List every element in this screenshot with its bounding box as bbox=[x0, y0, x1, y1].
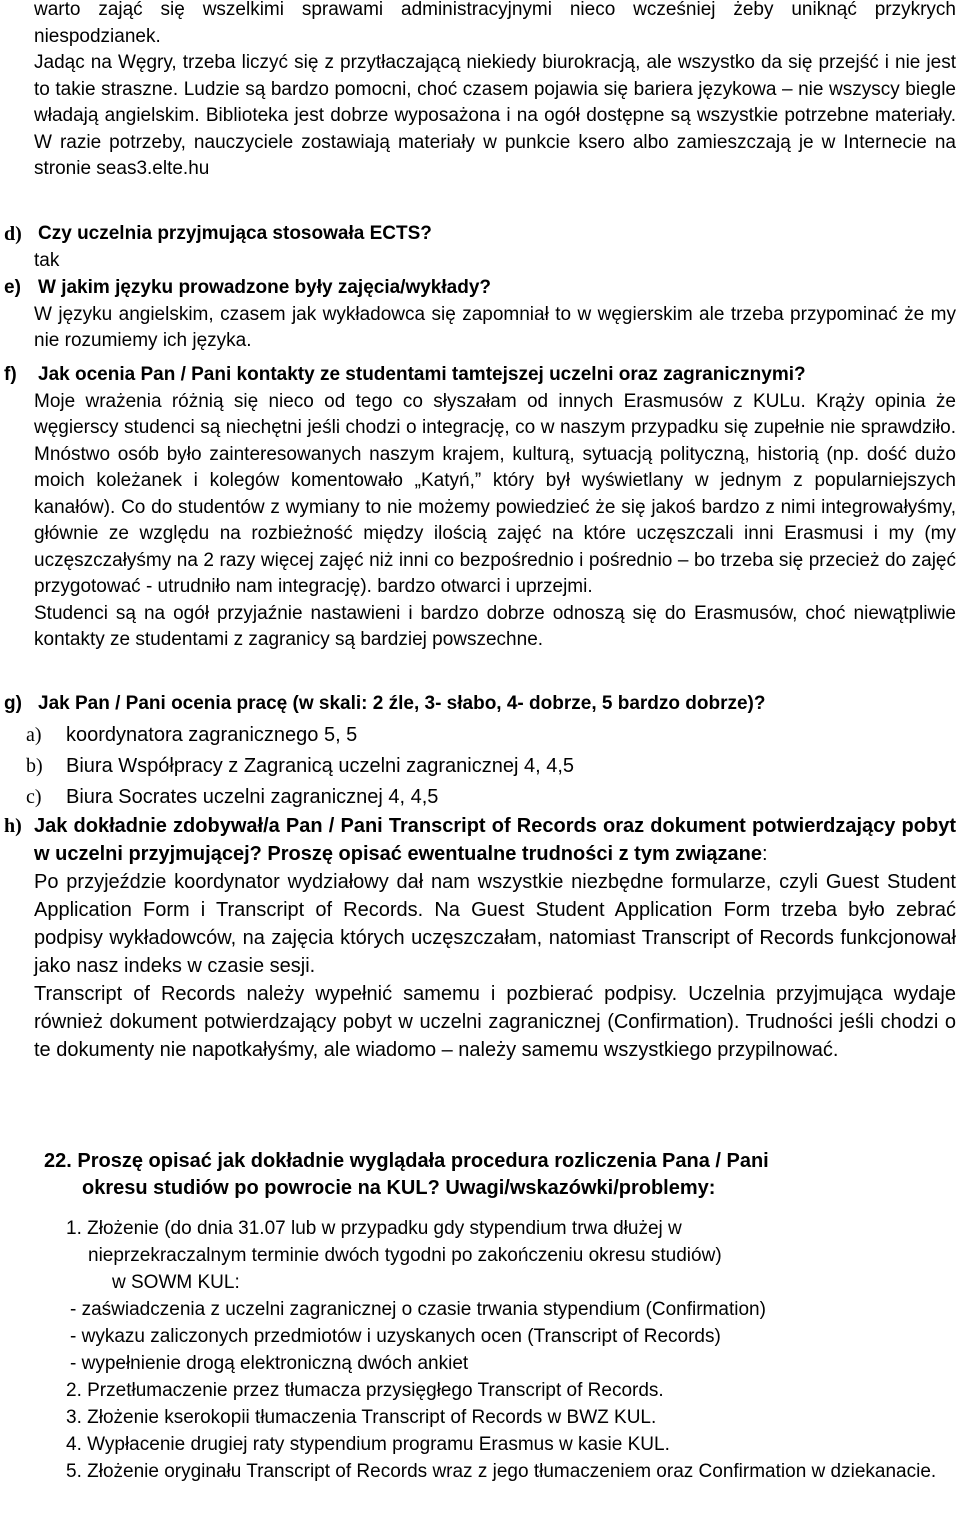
rating-item-b-marker: b) bbox=[26, 754, 43, 777]
question-e-marker: e) bbox=[4, 277, 21, 298]
step-3: 3. Złożenie kserokopii tłumaczenia Transcript of Records w BWZ KUL. bbox=[66, 1407, 657, 1428]
step-1-line-2: nieprzekraczalnym terminie dwóch tygodni po zakończeniu okresu studiów) bbox=[88, 1245, 722, 1266]
question-f-answer-2: Studenci są na ogół przyjaźnie nastawieni i bardzo dobrze odnoszą się do Erasmusów, choć niewątpliwie kontakty ze studentami z zagranicy są bardziej powszechne. bbox=[34, 602, 956, 650]
step-1-line-1: 1. Złożenie (do dnia 31.07 lub w przypadku gdy stypendium trwa dłużej w bbox=[66, 1218, 682, 1239]
step-1-item-2: - wykazu zaliczonych przedmiotów i uzyskanych ocen (Transcript of Records) bbox=[70, 1326, 721, 1347]
question-22-number: 22. bbox=[44, 1150, 72, 1172]
step-1-line-3: w SOWM KUL: bbox=[112, 1272, 240, 1293]
step-2: 2. Przetłumaczenie przez tłumacza przysięgłego Transcript of Records. bbox=[66, 1380, 664, 1401]
question-d-answer: tak bbox=[34, 249, 60, 271]
rating-item-a-text: koordynatora zagranicznego 5, 5 bbox=[66, 723, 358, 746]
step-4: 4. Wypłacenie drugiej raty stypendium programu Erasmus w kasie KUL. bbox=[66, 1434, 670, 1455]
rating-item-c-marker: c) bbox=[26, 785, 42, 808]
question-22-line-2: okresu studiów po powrocie na KUL? Uwagi/wskazówki/problemy: bbox=[82, 1177, 716, 1199]
rating-item-c bbox=[0, 782, 956, 813]
question-f bbox=[0, 362, 956, 654]
question-g bbox=[0, 691, 956, 813]
question-g-text: Jak Pan / Pani ocenia pracę (w skali: 2 źle, 3- słabo, 4- dobrze, 5 bardzo dobrze)? bbox=[38, 693, 766, 714]
question-h bbox=[0, 812, 956, 1064]
steps-list bbox=[66, 1215, 956, 1485]
question-e-text: W jakim języku prowadzone były zajęcia/wykłady? bbox=[38, 277, 491, 298]
rating-item-b-text: Biura Współpracy z Zagranicą uczelni zagranicznej 4, 4,5 bbox=[66, 754, 575, 777]
question-f-answer-1: Moje wrażenia różnią się nieco od tego co słyszałam od innych Erasmusów z KULu. Krąży opinia że węgierscy studenci są niechętni jeśli chodzi o integrację, co w naszym przypadku się zupełnie nie sprawdziło. Mnóstwo osób było zainteresowanych naszym krajem, kulturą, sytuacją polityczną, historią (np. dość dużo moich koleżanek i kolegów komentowało „Katyń,” który był wyświetlany w jednym z popularniejszych kanałów). Co do studentów z wymiany to nie możemy powiedzieć że się jakoś bardzo z nimi integrowałyśmy, głównie ze względu na rozbieżność między ilością zajęć na które uczęszczali inni Erasmusi i my (my uczęszczałyśmy na 2 razy więcej zajęć niż inni co bezpośrednio i pośrednio – bo trzeba się przecież do zajęć przygotować - utrudniło nam integrację). bardzo otwarci i uprzejmi. bbox=[34, 390, 956, 597]
question-g-marker: g) bbox=[4, 693, 22, 714]
intro-paragraph-2: Jadąc na Węgry, trzeba liczyć się z przytłaczającą niekiedy biurokracją, ale wszystko da się przejść i nie jest to takie straszne. Ludzie są bardzo pomocni, choć czasem pojawia się bariera językowa – nie wszyscy biegle władają angielskim. Biblioteka jest dobrze wyposażona i na ogół dostępne są wszystkie potrzebne materiały. W razie potrzeby, nauczyciele zostawiają materiały w punkcie ksero albo zamieszczają je w Internecie na stronie seas3.elte.hu bbox=[34, 52, 956, 179]
question-h-marker: h) bbox=[4, 815, 22, 837]
intro-paragraph-1: warto zająć się wszelkimi sprawami administracyjnymi nieco wcześniej żeby uniknąć przykrych niespodzianek. bbox=[34, 0, 956, 47]
question-f-marker: f) bbox=[4, 364, 17, 385]
rating-item-c-text: Biura Socrates uczelni zagranicznej 4, 4,5 bbox=[66, 785, 439, 808]
question-e-answer: W języku angielskim, czasem jak wykładowca się zapomniał to w węgierskim ale trzeba przypominać że my nie rozumiemy ich języka. bbox=[34, 303, 956, 351]
question-d bbox=[0, 221, 956, 274]
question-h-answer-2: Transcript of Records należy wypełnić samemu i pozbierać podpisy. Uczelnia przyjmująca wydaje również dokument potwierdzający pobyt w uczelni zagranicznej (Confirmation). Trudności jeśli chodzi o te dokumenty nie napotkałyśmy, ale wiadomo – należy samemu wszystkiego przypilnować. bbox=[34, 983, 956, 1061]
question-e bbox=[0, 275, 956, 355]
question-22 bbox=[44, 1148, 934, 1202]
question-h-text: Jak dokładnie zdobywał/a Pan / Pani Transcript of Records oraz dokument potwierdzający pobyt w uczelni przyjmującej? Proszę opisać ewentualne trudności z tym związane bbox=[34, 815, 956, 865]
step-1-item-3: - wypełnienie drogą elektroniczną dwóch ankiet bbox=[70, 1353, 469, 1374]
rating-item-b bbox=[0, 751, 956, 782]
question-h-colon: : bbox=[761, 843, 768, 865]
intro-section bbox=[34, 0, 956, 183]
question-d-text: Czy uczelnia przyjmująca stosowała ECTS? bbox=[38, 223, 432, 244]
question-d-marker: d) bbox=[4, 223, 22, 245]
question-22-line-1: 22. Proszę opisać jak dokładnie wyglądała procedura rozliczenia Pana / Pani bbox=[44, 1150, 769, 1172]
rating-item-a-marker: a) bbox=[26, 723, 42, 746]
rating-item-a bbox=[0, 720, 956, 751]
step-1-item-1: - zaświadczenia z uczelni zagranicznej o czasie trwania stypendium (Confirmation) bbox=[70, 1299, 766, 1320]
step-5: 5. Złożenie oryginału Transcript of Records wraz z jego tłumaczeniem oraz Confirmation w dziekanacie. bbox=[66, 1461, 937, 1482]
question-f-text: Jak ocenia Pan / Pani kontakty ze studentami tamtejszej uczelni oraz zagranicznymi? bbox=[38, 364, 806, 385]
question-h-answer-1: Po przyjeździe koordynator wydziałowy dał nam wszystkie niezbędne formularze, czyli Guest Student Application Form i Transcript of Records. Na Guest Student Application Form trzeba było zebrać podpisy wykładowców, na zajęcia których uczęszczałam, natomiast Transcript of Records funkcjonował jako nasz indeks w czasie sesji. bbox=[34, 871, 956, 977]
